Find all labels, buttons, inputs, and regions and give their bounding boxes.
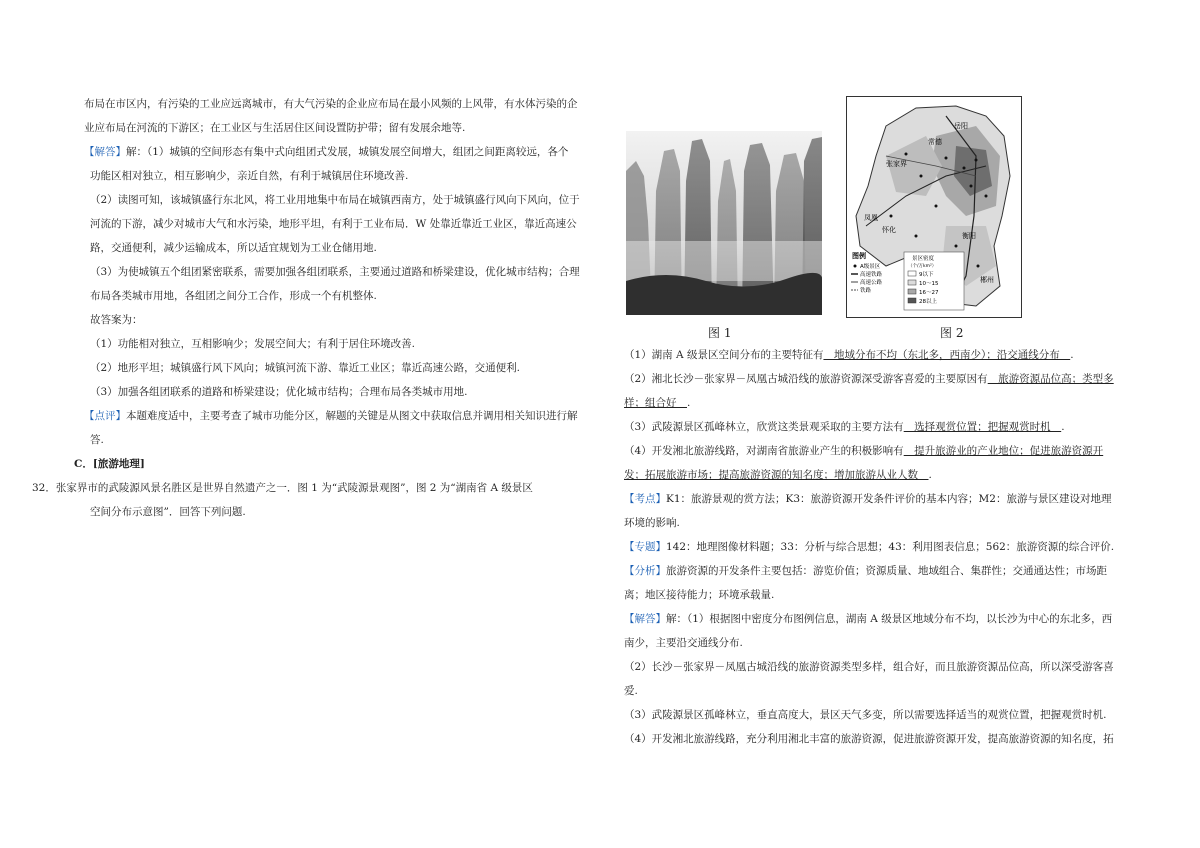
- text-line: （3）加强各组团联系的道路和桥梁建设；优化城市结构；合理布局各类城市用地.: [90, 386, 468, 398]
- text-line: 功能区相对独立，相互影响少，亲近自然，有利于城镇居住环境改善.: [90, 170, 409, 182]
- q4-answer-cont: 发；拓展旅游市场；提高旅游资源的知名度；增加旅游从业人数: [624, 469, 929, 481]
- q1-line: [624, 348, 1074, 362]
- map-label-hengyang: 衡阳: [962, 232, 976, 240]
- text-line: [84, 409, 578, 423]
- q2-line-cont: [624, 396, 690, 410]
- text-line: 答.: [90, 434, 104, 446]
- figure-1-caption: 图 1: [708, 326, 732, 340]
- question-32: 32．张家界市的武陵源风景名胜区是世界自然遗产之一．图 1 为“武陵源景观图”，图 2 为“湖南省 A 级景区: [32, 482, 533, 494]
- text-span: 解：（1）城镇的空间形态有集中式向组团式发展，城镇发展空间增大，组团之间距离较远，各个: [126, 146, 569, 158]
- q4-prompt: （4）开发湘北旅游线路，对湖南省旅游业产生的积极影响有: [624, 445, 904, 457]
- fenxi-line-cont: 离；地区接待能力；环境承载量.: [624, 589, 775, 601]
- tag-jieda: 【解答】: [84, 146, 126, 158]
- fenxi-text: 旅游资源的开发条件主要包括：游览价值；资源质量、地域组合、集群性；交通通达性；市场距: [666, 565, 1107, 577]
- text-line: 布局各类城市用地，各组团之间分工合作，形成一个有机整体.: [90, 290, 377, 302]
- legend-item: A级景区: [860, 264, 881, 270]
- tag-zhuanti: 【专题】: [624, 541, 666, 553]
- map-label-fenghuang: 凤凰: [864, 214, 878, 222]
- tag-dianping: 【点评】: [84, 410, 126, 422]
- q3-line: [624, 420, 1065, 434]
- q2-answer-cont: 样；组合好: [624, 397, 687, 409]
- tag-kaodian: 【考点】: [624, 493, 666, 505]
- kaodian-line: [624, 492, 1111, 506]
- jieda-line: （2）长沙－张家界－凤凰古城沿线的旅游资源类型多样，组合好，而且旅游资源品位高，所以深受游客喜: [624, 661, 1114, 673]
- jieda-text: 解：（1）根据图中密度分布图例信息，湖南 A 级景区地域分布不均，以长沙为中心的东北多，西: [666, 613, 1113, 625]
- section-heading: C．[旅游地理]: [74, 458, 145, 470]
- text-line: （2）地形平坦；城镇盛行风下风向；城镇河流下游、靠近工业区；靠近高速公路，交通便利.: [90, 362, 521, 374]
- map-label-changde: 常德: [928, 138, 942, 146]
- q2-answer: 旅游资源品位高；类型多: [987, 373, 1114, 385]
- tag-jieda: 【解答】: [624, 613, 666, 625]
- map-label-yueyang: 岳阳: [954, 122, 968, 130]
- q4-line: [624, 444, 1103, 458]
- question-32-cont: 空间分布示意图”．回答下列问题.: [90, 506, 246, 518]
- text-line: 布局在市区内，有污染的工业应远离城市，有大气污染的企业应布局在最小风频的上风带，有水体污染的企: [84, 98, 578, 110]
- zhuanti-line: [624, 540, 1114, 554]
- tag-fenxi: 【分析】: [624, 565, 666, 577]
- text-line: [84, 145, 568, 159]
- text-span: 本题难度适中，主要考查了城市功能分区，解题的关键是从图文中获取信息并调用相关知识进行解: [126, 410, 578, 422]
- jieda-line: （4）开发湘北旅游线路，充分利用湘北丰富的旅游资源，促进旅游资源开发，提高旅游资源的知名度，拓: [624, 733, 1114, 745]
- q3-prompt: （3）武陵源景区孤峰林立，欣赏这类景观采取的主要方法有: [624, 421, 904, 433]
- density-item: 16～27: [919, 290, 939, 296]
- jieda-line: 南少，主要沿交通线分布.: [624, 637, 743, 649]
- jieda-line: 爱.: [624, 685, 638, 697]
- density-title: 景区密度: [912, 256, 935, 262]
- q1-prompt: （1）湖南 A 级景区空间分布的主要特征有: [624, 349, 824, 361]
- figure-2-map: [846, 96, 1022, 318]
- q3-end: .: [1061, 421, 1065, 433]
- kaodian-text: K1：旅游景观的赏方法；K3：旅游资源开发条件评价的基本内容；M2：旅游与景区建设对地理: [666, 493, 1112, 505]
- q4-line-cont: [624, 468, 932, 482]
- q2-end: .: [687, 397, 691, 409]
- legend-item: 高速公路: [860, 280, 883, 286]
- q3-answer: 选择观赏位置；把握观赏时机: [903, 421, 1062, 433]
- text-line: 路，交通便利，减少运输成本，所以适宜规划为工业仓储用地.: [90, 242, 377, 254]
- text-line: （2）读图可知，该城镇盛行东北风，将工业用地集中布局在城镇西南方，处于城镇盛行风向下风向，位于: [90, 194, 580, 206]
- density-unit: （个/万km²）: [908, 264, 937, 269]
- wulingyuan-landscape-image: [626, 131, 822, 315]
- figure-2-caption: 图 2: [940, 326, 964, 340]
- jieda-line: （3）武陵源景区孤峰林立，垂直高度大，景区天气多变，所以需要选择适当的观赏位置，把握观赏时机.: [624, 709, 1107, 721]
- map-label-huaihua: 怀化: [882, 226, 896, 234]
- q1-answer: 地域分布不均（东北多，西南少）；沿交通线分布: [823, 349, 1071, 361]
- q2-line: [624, 372, 1114, 386]
- q2-prompt: （2）湘北长沙－张家界－凤凰古城沿线的旅游资源深受游客喜爱的主要原因有: [624, 373, 988, 385]
- legend-title: 图例: [852, 252, 866, 260]
- zhuanti-text: 142：地理图像材料题；33：分析与综合思想；43：利用图表信息；562：旅游资源的综合评价.: [666, 541, 1115, 553]
- text-line: （3）为使城镇五个组团紧密联系，需要加强各组团联系，主要通过道路和桥梁建设，优化城市结构；合理: [90, 266, 580, 278]
- q4-end: .: [928, 469, 932, 481]
- density-item: 9以下: [919, 272, 934, 278]
- fenxi-line: [624, 564, 1107, 578]
- kaodian-line-cont: 环境的影响.: [624, 517, 680, 529]
- q4-answer: 提升旅游业的产业地位；促进旅游资源开: [903, 445, 1104, 457]
- q1-end: .: [1070, 349, 1074, 361]
- text-line: 故答案为：: [90, 314, 143, 326]
- text-line: 河流的下游，减少对城市大气和水污染，地形平坦，有利于工业布局．W 处靠近靠近工业区，靠近高速公: [90, 218, 577, 230]
- density-item: 28以上: [919, 299, 937, 305]
- text-line: 业应布局在河流的下游区；在工业区与生活居住区间设置防护带；留有发展余地等.: [84, 122, 466, 134]
- hunan-scenic-map: [846, 96, 1022, 318]
- map-label-chenzhou: 郴州: [980, 276, 994, 284]
- text-line: （1）功能相对独立，互相影响少；发展空间大；有利于居住环境改善.: [90, 338, 416, 350]
- map-label-zhangjiajie: 张家界: [886, 160, 907, 168]
- legend-item: 铁路: [860, 288, 872, 294]
- legend-item: 高速铁路: [860, 272, 883, 278]
- jieda-line: [624, 612, 1112, 626]
- density-item: 10～15: [919, 281, 939, 287]
- figure-1-photo: [626, 131, 822, 315]
